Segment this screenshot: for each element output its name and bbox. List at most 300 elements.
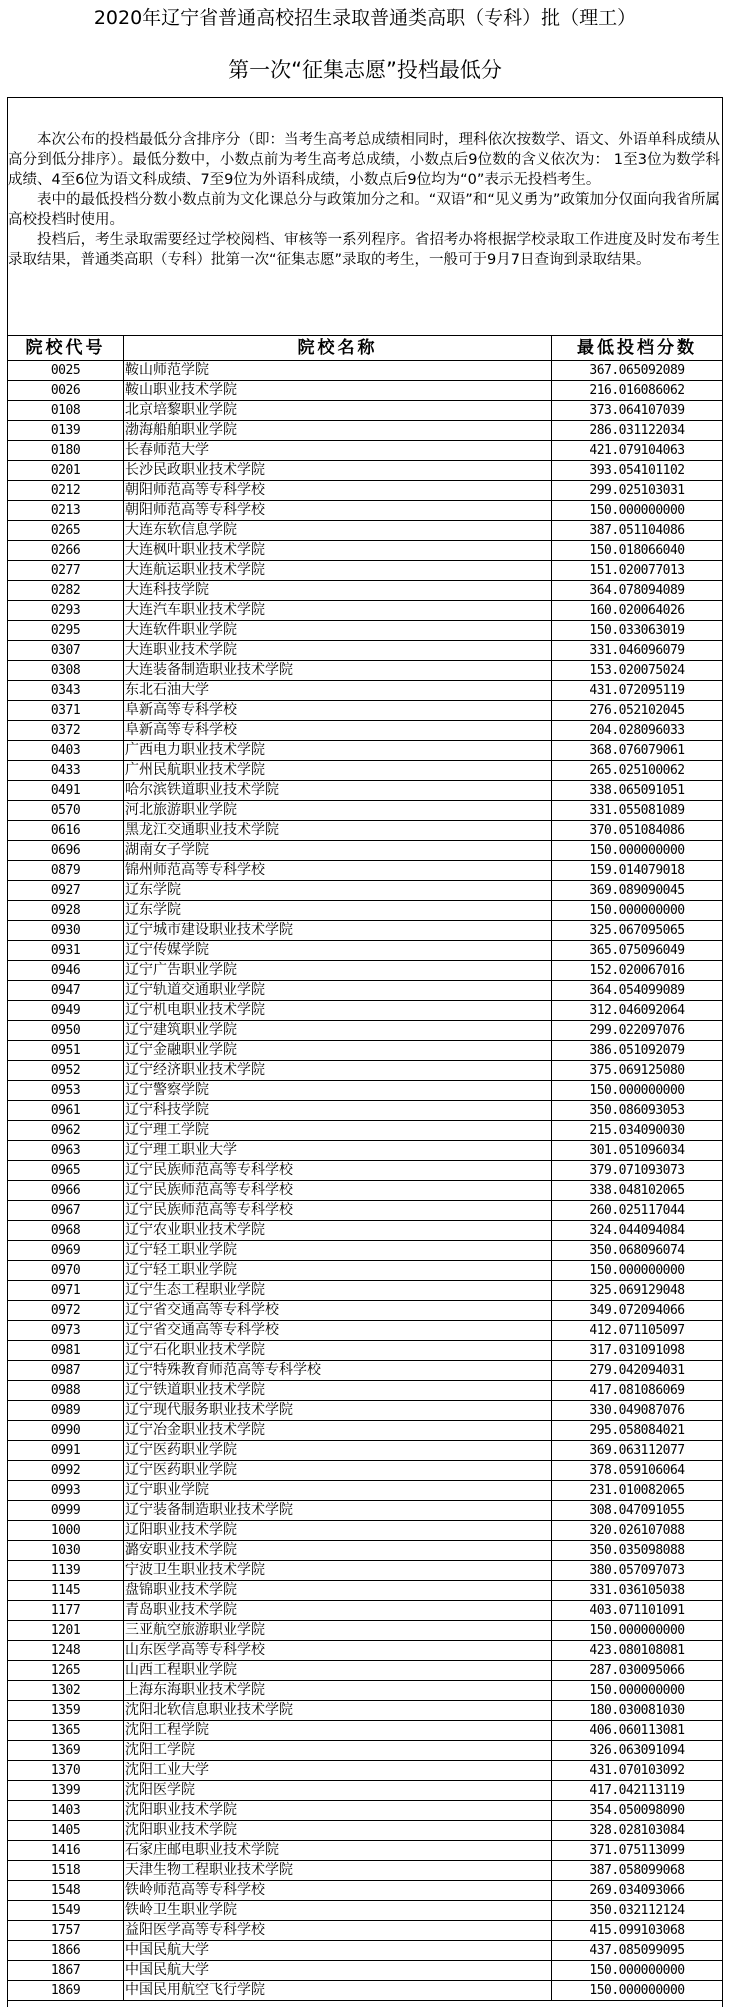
- cell-min-score: 373.064107039: [552, 401, 723, 421]
- cell-min-score: 338.048102065: [552, 1181, 723, 1201]
- cell-school-code: 0952: [8, 1061, 124, 1081]
- cell-min-score: 350.032112124: [552, 1901, 723, 1921]
- cell-min-score: 364.078094089: [552, 581, 723, 601]
- table-row: [8, 821, 723, 841]
- cell-min-score: 368.076079061: [552, 741, 723, 761]
- cell-min-score: 150.033063019: [552, 621, 723, 641]
- table-row: [8, 421, 723, 441]
- cell-school-name: 渤海船舶职业学院: [124, 421, 552, 441]
- cell-min-score: 331.046096079: [552, 641, 723, 661]
- cell-school-code: 0951: [8, 1041, 124, 1061]
- table-row: [8, 1381, 723, 1401]
- table-row: [8, 1561, 723, 1581]
- table-row: [8, 461, 723, 481]
- cell-school-name: 辽宁经济职业技术学院: [124, 1061, 552, 1081]
- cell-min-score: 393.054101102: [552, 461, 723, 481]
- cell-school-name: 大连航运职业技术学院: [124, 561, 552, 581]
- cell-min-score: 417.042113119: [552, 1781, 723, 1801]
- cell-school-name: 长春师范大学: [124, 441, 552, 461]
- table-row: [8, 1361, 723, 1381]
- table-row: [8, 1821, 723, 1841]
- cell-school-code: 0308: [8, 661, 124, 681]
- cell-min-score: 159.014079018: [552, 861, 723, 881]
- cell-min-score: 150.000000000: [552, 1681, 723, 1701]
- table-row: [8, 981, 723, 1001]
- cell-school-name: 天津生物工程职业技术学院: [124, 1861, 552, 1881]
- cell-school-name: 河北旅游职业学院: [124, 801, 552, 821]
- cell-school-name: 阜新高等专科学校: [124, 721, 552, 741]
- cell-school-name: 辽宁轨道交通职业学院: [124, 981, 552, 1001]
- cell-min-score: 370.051084086: [552, 821, 723, 841]
- cell-min-score: 369.063112077: [552, 1441, 723, 1461]
- table-row: [8, 1581, 723, 1601]
- cell-min-score: 380.057097073: [552, 1561, 723, 1581]
- cell-min-score: 216.016086062: [552, 381, 723, 401]
- cell-school-name: 辽宁轻工职业学院: [124, 1261, 552, 1281]
- header-school-name: 院校名称: [124, 336, 552, 361]
- cell-school-code: 1000: [8, 1521, 124, 1541]
- table-row: [8, 1681, 723, 1701]
- cell-min-score: 437.085099095: [552, 1941, 723, 1961]
- cell-school-name: 辽宁民族师范高等专科学校: [124, 1181, 552, 1201]
- cell-min-score: 387.058099068: [552, 1861, 723, 1881]
- cell-school-code: 0965: [8, 1161, 124, 1181]
- table-row: [8, 1741, 723, 1761]
- table-row: [8, 1101, 723, 1121]
- cell-school-name: 中国民航大学: [124, 1961, 552, 1981]
- cell-school-name: 辽宁科技学院: [124, 1101, 552, 1121]
- table-row: [8, 841, 723, 861]
- cell-min-score: 312.046092064: [552, 1001, 723, 1021]
- cell-min-score: 150.000000000: [552, 1621, 723, 1641]
- cell-min-score: 369.089090045: [552, 881, 723, 901]
- table-row: [8, 1721, 723, 1741]
- cell-min-score: 406.060113081: [552, 1721, 723, 1741]
- cell-school-code: 0989: [8, 1401, 124, 1421]
- cell-school-code: 0293: [8, 601, 124, 621]
- table-row: [8, 1841, 723, 1861]
- cell-school-name: 辽宁理工学院: [124, 1121, 552, 1141]
- table-row: [8, 1261, 723, 1281]
- table-row: [8, 1181, 723, 1201]
- table-row: [8, 961, 723, 981]
- page-title: 2020年辽宁省普通高校招生录取普通类高职（专科）批（理工）: [93, 7, 637, 29]
- table-row: [8, 1321, 723, 1341]
- cell-school-name: 辽宁金融职业学院: [124, 1041, 552, 1061]
- cell-school-name: 辽宁城市建设职业技术学院: [124, 921, 552, 941]
- cell-school-name: 北京培黎职业学院: [124, 401, 552, 421]
- cell-school-code: 1403: [8, 1801, 124, 1821]
- cell-school-name: 石家庄邮电职业技术学院: [124, 1841, 552, 1861]
- cell-school-code: 0371: [8, 701, 124, 721]
- cell-school-name: 山西工程职业学院: [124, 1661, 552, 1681]
- header-min-score: 最低投档分数: [552, 336, 723, 361]
- table-row: [8, 1501, 723, 1521]
- cell-school-code: 0972: [8, 1301, 124, 1321]
- cell-min-score: 375.069125080: [552, 1061, 723, 1081]
- cell-school-code: 0212: [8, 481, 124, 501]
- cell-school-code: 1265: [8, 1661, 124, 1681]
- cell-min-score: 150.000000000: [552, 1081, 723, 1101]
- cell-school-name: 大连枫叶职业技术学院: [124, 541, 552, 561]
- table-row: [8, 1901, 723, 1921]
- cell-school-code: 0991: [8, 1441, 124, 1461]
- cell-school-code: 0966: [8, 1181, 124, 1201]
- cell-min-score: 415.099103068: [552, 1921, 723, 1941]
- cell-school-code: 1030: [8, 1541, 124, 1561]
- cell-school-code: 0930: [8, 921, 124, 941]
- cell-school-name: 辽宁民族师范高等专科学校: [124, 1161, 552, 1181]
- table-row: [8, 361, 723, 381]
- cell-school-name: 朝阳师范高等专科学校: [124, 481, 552, 501]
- cell-school-code: 1145: [8, 1581, 124, 1601]
- cell-school-code: 0265: [8, 521, 124, 541]
- table-row: [8, 1481, 723, 1501]
- cell-school-name: 铁岭师范高等专科学校: [124, 1881, 552, 1901]
- cell-school-code: 0953: [8, 1081, 124, 1101]
- cell-min-score: 412.071105097: [552, 1321, 723, 1341]
- cell-school-name: 大连东软信息学院: [124, 521, 552, 541]
- cell-school-name: 铁岭卫生职业学院: [124, 1901, 552, 1921]
- cell-school-name: 东北石油大学: [124, 681, 552, 701]
- cell-school-code: 0963: [8, 1141, 124, 1161]
- cell-school-name: 锦州师范高等专科学校: [124, 861, 552, 881]
- note-paragraph-admission: 投档后，考生录取需要经过学校阅档、审核等一系列程序。省招考办将根据学校录取工作进度及时发布考生录取结果，普通类高职（专科）批第一次“征集志愿”录取的考生，一般可于9月7日查询到录取结果。: [8, 232, 720, 268]
- header-school-code: 院校代号: [8, 336, 124, 361]
- cell-school-code: 0949: [8, 1001, 124, 1021]
- cell-school-name: 鞍山职业技术学院: [124, 381, 552, 401]
- cell-school-code: 0139: [8, 421, 124, 441]
- table-row: [8, 1121, 723, 1141]
- cell-school-name: 辽宁石化职业技术学院: [124, 1341, 552, 1361]
- cell-school-code: 0201: [8, 461, 124, 481]
- cell-min-score: 386.051092079: [552, 1041, 723, 1061]
- table-row: [8, 741, 723, 761]
- table-row: [8, 921, 723, 941]
- table-row: [8, 1541, 723, 1561]
- table-row: [8, 681, 723, 701]
- cell-school-code: 0180: [8, 441, 124, 461]
- cell-min-score: 150.000000000: [552, 841, 723, 861]
- cell-school-code: 0295: [8, 621, 124, 641]
- cell-school-name: 沈阳工学院: [124, 1741, 552, 1761]
- cell-min-score: 350.086093053: [552, 1101, 723, 1121]
- cell-min-score: 150.000000000: [552, 501, 723, 521]
- cell-min-score: 387.051104086: [552, 521, 723, 541]
- cell-school-name: 大连汽车职业技术学院: [124, 601, 552, 621]
- note-paragraph-bonus: 表中的最低投档分数小数点前为文化课总分与政策加分之和。“双语”和“见义勇为”政策加分仅面向我省所属高校投档时使用。: [8, 192, 720, 228]
- cell-school-name: 辽宁农业职业技术学院: [124, 1221, 552, 1241]
- cell-min-score: 328.028103084: [552, 1821, 723, 1841]
- cell-school-code: 0950: [8, 1021, 124, 1041]
- cell-school-code: 1548: [8, 1881, 124, 1901]
- table-row: [8, 1601, 723, 1621]
- cell-school-name: 沈阳职业技术学院: [124, 1801, 552, 1821]
- cell-school-code: 1370: [8, 1761, 124, 1781]
- table-row: [8, 1701, 723, 1721]
- cell-min-score: 287.030095066: [552, 1661, 723, 1681]
- cell-school-name: 辽东学院: [124, 881, 552, 901]
- cell-school-name: 辽宁省交通高等专科学校: [124, 1321, 552, 1341]
- table-row: [8, 1921, 723, 1941]
- cell-min-score: 269.034093066: [552, 1881, 723, 1901]
- cell-school-name: 沈阳北软信息职业技术学院: [124, 1701, 552, 1721]
- cell-min-score: 150.000000000: [552, 1981, 723, 2001]
- cell-min-score: 423.080108081: [552, 1641, 723, 1661]
- cell-school-code: 0999: [8, 1501, 124, 1521]
- table-row: [8, 501, 723, 521]
- table-row: [8, 1301, 723, 1321]
- table-row: [8, 1201, 723, 1221]
- cell-school-code: 0927: [8, 881, 124, 901]
- table-row: [8, 701, 723, 721]
- cell-school-name: 辽宁冶金职业技术学院: [124, 1421, 552, 1441]
- cell-school-code: 1866: [8, 1941, 124, 1961]
- table-row: [8, 1761, 723, 1781]
- cell-school-name: 宁波卫生职业技术学院: [124, 1561, 552, 1581]
- table-row: [8, 561, 723, 581]
- cell-school-code: 0931: [8, 941, 124, 961]
- table-row: [8, 1941, 723, 1961]
- cell-school-code: 0969: [8, 1241, 124, 1261]
- cell-school-code: 0372: [8, 721, 124, 741]
- table-row: [8, 1061, 723, 1081]
- cell-school-code: 1399: [8, 1781, 124, 1801]
- cell-school-name: 大连职业技术学院: [124, 641, 552, 661]
- cell-school-name: 中国民航大学: [124, 1941, 552, 1961]
- cell-min-score: 215.034090030: [552, 1121, 723, 1141]
- cell-min-score: 279.042094031: [552, 1361, 723, 1381]
- cell-school-code: 1359: [8, 1701, 124, 1721]
- cell-school-code: 0266: [8, 541, 124, 561]
- note-paragraph-ranking: 本次公布的投档最低分含排序分（即：当考生高考总成绩相同时，理科依次按数学、语文、外语单科成绩从高分到低分排序）。最低分数中，小数点前为考生高考总成绩，小数点后9位数的含义依次为： 1至3位为数学科成绩、4至6位为语文科成绩、7至9位为外语科成绩，小数点后9位均为“0”表示无投档考生。: [8, 132, 720, 188]
- cell-school-name: 辽宁广告职业学院: [124, 961, 552, 981]
- table-row: [8, 381, 723, 401]
- table-row: [8, 861, 723, 881]
- cell-school-code: 0403: [8, 741, 124, 761]
- cell-min-score: 371.075113099: [552, 1841, 723, 1861]
- cell-min-score: 331.036105038: [552, 1581, 723, 1601]
- cell-min-score: 325.067095065: [552, 921, 723, 941]
- table-row: [8, 1641, 723, 1661]
- cell-min-score: 301.051096034: [552, 1141, 723, 1161]
- table-row: [8, 1461, 723, 1481]
- cell-school-code: 0946: [8, 961, 124, 981]
- cell-school-code: 0990: [8, 1421, 124, 1441]
- cell-min-score: 265.025100062: [552, 761, 723, 781]
- cell-school-name: 大连软件职业学院: [124, 621, 552, 641]
- table-row: [8, 541, 723, 561]
- cell-min-score: 331.055081089: [552, 801, 723, 821]
- cell-school-code: 1139: [8, 1561, 124, 1581]
- cell-school-code: 1405: [8, 1821, 124, 1841]
- table-row: [8, 1241, 723, 1261]
- cell-min-score: 365.075096049: [552, 941, 723, 961]
- cell-school-name: 广西电力职业技术学院: [124, 741, 552, 761]
- cell-school-code: 1869: [8, 1981, 124, 2001]
- cell-min-score: 150.000000000: [552, 901, 723, 921]
- cell-school-name: 沈阳工业大学: [124, 1761, 552, 1781]
- cell-school-code: 1248: [8, 1641, 124, 1661]
- cell-min-score: 354.050098090: [552, 1801, 723, 1821]
- table-row: [8, 1881, 723, 1901]
- table-row: [8, 801, 723, 821]
- cell-school-name: 朝阳师范高等专科学校: [124, 501, 552, 521]
- table-row: [8, 901, 723, 921]
- cell-school-code: 0282: [8, 581, 124, 601]
- cell-school-code: 0026: [8, 381, 124, 401]
- cell-min-score: 320.026107088: [552, 1521, 723, 1541]
- cell-school-name: 广州民航职业技术学院: [124, 761, 552, 781]
- table-row: [8, 661, 723, 681]
- cell-school-name: 辽宁装备制造职业技术学院: [124, 1501, 552, 1521]
- cell-min-score: 378.059106064: [552, 1461, 723, 1481]
- cell-school-code: 1757: [8, 1921, 124, 1941]
- cell-min-score: 349.072094066: [552, 1301, 723, 1321]
- table-row: [8, 1341, 723, 1361]
- cell-min-score: 431.072095119: [552, 681, 723, 701]
- cell-min-score: 379.071093073: [552, 1161, 723, 1181]
- cell-min-score: 150.018066040: [552, 541, 723, 561]
- cell-min-score: 231.010082065: [552, 1481, 723, 1501]
- cell-min-score: 421.079104063: [552, 441, 723, 461]
- cell-school-name: 青岛职业技术学院: [124, 1601, 552, 1621]
- cell-school-name: 盘锦职业技术学院: [124, 1581, 552, 1601]
- cell-school-code: 1302: [8, 1681, 124, 1701]
- cell-school-name: 辽宁特殊教育师范高等专科学校: [124, 1361, 552, 1381]
- cell-min-score: 260.025117044: [552, 1201, 723, 1221]
- cell-school-code: 0108: [8, 401, 124, 421]
- cell-min-score: 431.070103092: [552, 1761, 723, 1781]
- cell-school-code: 0928: [8, 901, 124, 921]
- cell-min-score: 295.058084021: [552, 1421, 723, 1441]
- cell-min-score: 403.071101091: [552, 1601, 723, 1621]
- cell-school-name: 三亚航空旅游职业学院: [124, 1621, 552, 1641]
- notes-section: [8, 130, 720, 270]
- cell-school-name: 辽宁轻工职业学院: [124, 1241, 552, 1261]
- cell-school-code: 0616: [8, 821, 124, 841]
- cell-school-code: 0491: [8, 781, 124, 801]
- cell-school-code: 0992: [8, 1461, 124, 1481]
- cell-school-code: 0987: [8, 1361, 124, 1381]
- table-row: [8, 601, 723, 621]
- cell-school-name: 辽宁警察学院: [124, 1081, 552, 1101]
- cell-school-name: 阜新高等专科学校: [124, 701, 552, 721]
- cell-min-score: 150.000000000: [552, 1961, 723, 1981]
- cell-school-name: 山东医学高等专科学校: [124, 1641, 552, 1661]
- table-row: [8, 1621, 723, 1641]
- cell-school-name: 黑龙江交通职业技术学院: [124, 821, 552, 841]
- cell-school-name: 辽宁机电职业技术学院: [124, 1001, 552, 1021]
- cell-school-code: 0962: [8, 1121, 124, 1141]
- table-row: [8, 1441, 723, 1461]
- table-row: [8, 441, 723, 461]
- cell-min-score: 152.020067016: [552, 961, 723, 981]
- cell-min-score: 364.054099089: [552, 981, 723, 1001]
- cell-school-name: 湖南女子学院: [124, 841, 552, 861]
- cell-school-code: 0307: [8, 641, 124, 661]
- cell-school-code: 0433: [8, 761, 124, 781]
- table-row: [8, 1041, 723, 1061]
- table-body: [8, 361, 723, 2001]
- table-row: [8, 401, 723, 421]
- cell-school-name: 哈尔滨铁道职业技术学院: [124, 781, 552, 801]
- table-row: [8, 1961, 723, 1981]
- table-row: [8, 1081, 723, 1101]
- cell-min-score: 317.031091098: [552, 1341, 723, 1361]
- cell-min-score: 350.035098088: [552, 1541, 723, 1561]
- cell-school-code: 0025: [8, 361, 124, 381]
- cell-school-name: 潞安职业技术学院: [124, 1541, 552, 1561]
- table-row: [8, 1861, 723, 1881]
- table-row: [8, 1281, 723, 1301]
- cell-school-name: 辽宁医药职业学院: [124, 1461, 552, 1481]
- cell-min-score: 180.030081030: [552, 1701, 723, 1721]
- cell-school-name: 沈阳职业技术学院: [124, 1821, 552, 1841]
- table-row: [8, 641, 723, 661]
- cell-school-name: 大连科技学院: [124, 581, 552, 601]
- cell-school-name: 长沙民政职业技术学院: [124, 461, 552, 481]
- cell-school-code: 0971: [8, 1281, 124, 1301]
- cell-school-name: 辽宁职业学院: [124, 1481, 552, 1501]
- cell-school-code: 0967: [8, 1201, 124, 1221]
- table-header-row: [8, 336, 723, 361]
- cell-school-code: 0968: [8, 1221, 124, 1241]
- cell-school-code: 0879: [8, 861, 124, 881]
- table-row: [8, 1421, 723, 1441]
- table-row: [8, 1161, 723, 1181]
- table-row: [8, 1981, 723, 2001]
- table-row: [8, 581, 723, 601]
- cell-school-code: 0277: [8, 561, 124, 581]
- cell-school-name: 益阳医学高等专科学校: [124, 1921, 552, 1941]
- cell-min-score: 350.068096074: [552, 1241, 723, 1261]
- table-row: [8, 1021, 723, 1041]
- table-row: [8, 1661, 723, 1681]
- score-table: [7, 335, 723, 2001]
- cell-min-score: 160.020064026: [552, 601, 723, 621]
- table-row: [8, 1521, 723, 1541]
- cell-min-score: 326.063091094: [552, 1741, 723, 1761]
- cell-school-name: 沈阳医学院: [124, 1781, 552, 1801]
- cell-school-name: 辽宁现代服务职业技术学院: [124, 1401, 552, 1421]
- cell-min-score: 325.069129048: [552, 1281, 723, 1301]
- cell-school-code: 0973: [8, 1321, 124, 1341]
- cell-school-name: 辽宁传媒学院: [124, 941, 552, 961]
- cell-min-score: 367.065092089: [552, 361, 723, 381]
- cell-school-code: 0970: [8, 1261, 124, 1281]
- table-row: [8, 1401, 723, 1421]
- cell-school-code: 0947: [8, 981, 124, 1001]
- cell-min-score: 299.022097076: [552, 1021, 723, 1041]
- cell-school-name: 中国民用航空飞行学院: [124, 1981, 552, 2001]
- cell-school-name: 沈阳工程学院: [124, 1721, 552, 1741]
- cell-min-score: 308.047091055: [552, 1501, 723, 1521]
- cell-school-code: 1201: [8, 1621, 124, 1641]
- cell-school-code: 1867: [8, 1961, 124, 1981]
- cell-school-code: 1177: [8, 1601, 124, 1621]
- cell-school-code: 0343: [8, 681, 124, 701]
- cell-min-score: 150.000000000: [552, 1261, 723, 1281]
- cell-school-code: 1549: [8, 1901, 124, 1921]
- table-row: [8, 1141, 723, 1161]
- cell-school-code: 0696: [8, 841, 124, 861]
- table-row: [8, 621, 723, 641]
- cell-min-score: 276.052102045: [552, 701, 723, 721]
- cell-min-score: 204.028096033: [552, 721, 723, 741]
- cell-school-name: 辽阳职业技术学院: [124, 1521, 552, 1541]
- cell-school-name: 辽宁理工职业大学: [124, 1141, 552, 1161]
